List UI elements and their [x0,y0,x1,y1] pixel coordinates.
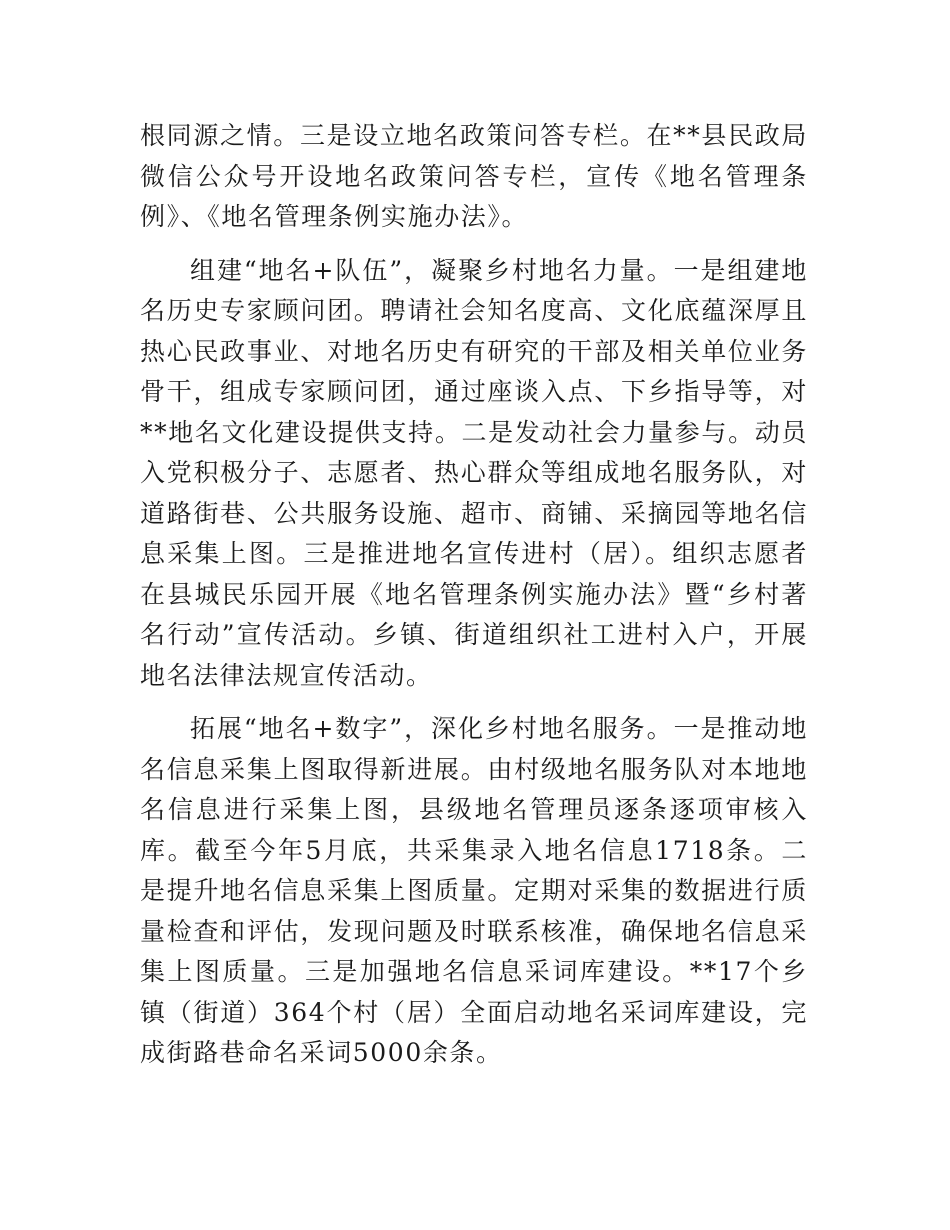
paragraph-team-building: 组建“地名+队伍”，凝聚乡村地名力量。一是组建地名历史专家顾问团。聘请社会知名度高、文化底蕴深厚且热心民政事业、对地名历史有研究的干部及相关单位业务骨干，组成专家顾问团，通过座谈入点、下乡指导等，对**地名文化建设提供支持。二是发动社会力量参与。动员入党积极分子、志愿者、热心群众等组成地名服务队，对道路街巷、公共服务设施、超市、商铺、采摘园等地名信息采集上图。三是推进地名宣传进村（居）。组织志愿者在县城民乐园开展《地名管理条例实施办法》暨“乡村著名行动”宣传活动。乡镇、街道组织社工进村入户，开展地名法律法规宣传活动。 [140,255,808,690]
document-body [140,116,808,1074]
paragraph-digital-services: 拓展“地名+数字”，深化乡村地名服务。一是推动地名信息采集上图取得新进展。由村级地名服务队对本地地名信息进行采集上图，县级地名管理员逐条逐项审核入库。截至今年5月底，共采集录入地名信息1718条。二是提升地名信息采集上图质量。定期对采集的数据进行质量检查和评估，发现问题及时联系核准，确保地名信息采集上图质量。三是加强地名信息采词库建设。**17个乡镇（街道）364个村（居）全面启动地名采词库建设，完成街路巷命名采词5000余条。 [140,714,808,1067]
paragraph-continuation: 根同源之情。三是设立地名政策问答专栏。在**县民政局微信公众号开设地名政策问答专栏，宣传《地名管理条例》、《地名管理条例实施办法》。 [140,121,808,231]
